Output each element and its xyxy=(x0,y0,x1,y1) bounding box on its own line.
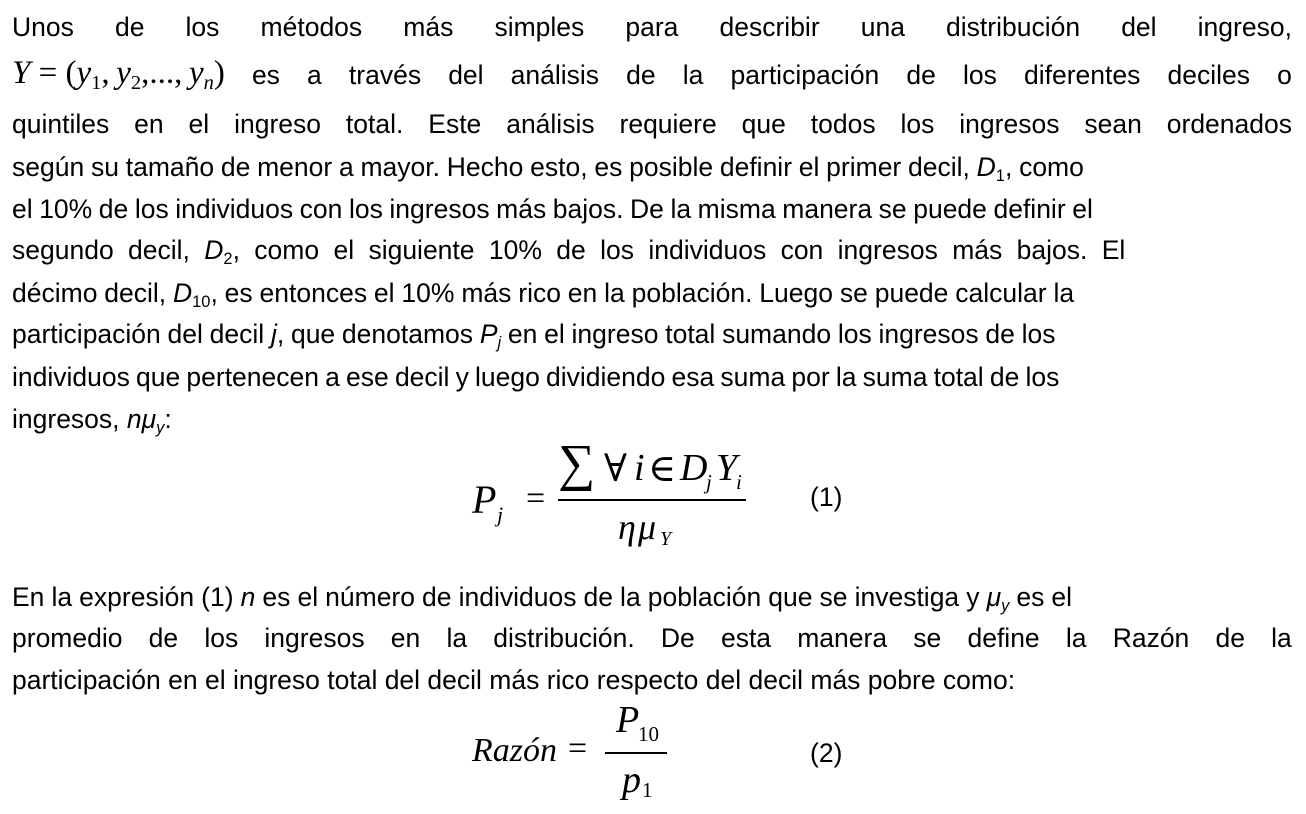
var-D10: D xyxy=(173,278,193,308)
sub-D2: 2 xyxy=(223,249,233,268)
p2l2-word: define xyxy=(967,623,1040,653)
line8-before: participación del decil xyxy=(12,319,271,349)
p1l2-word: diferentes xyxy=(1024,60,1141,90)
p2l2-word: la xyxy=(1065,623,1087,653)
p1l1-word: ingreso, xyxy=(1197,12,1292,42)
p2l1-mid: es el número de individuos de la población que se investiga y xyxy=(255,582,987,612)
p2l2-word: la xyxy=(1271,623,1292,653)
p1l1-word: los xyxy=(185,12,220,42)
paragraph1-line7 xyxy=(12,272,1292,314)
p2l2-word: De xyxy=(660,623,695,653)
paragraph1-line9 xyxy=(12,356,1292,398)
line4-text: según su tamaño de menor a mayor. Hecho esto, es posible definir el primer decil, xyxy=(12,152,977,182)
p1l3-word: ordenados xyxy=(1166,109,1292,139)
eq2-P: P xyxy=(616,699,640,741)
line8-after: en el ingreso total sumando los ingresos de los xyxy=(501,319,1056,349)
line8-mid: , que denotamos xyxy=(276,319,480,349)
p2l2-word: Razón xyxy=(1112,623,1190,653)
p2l3-text: participación en el ingreso total del decil más rico respecto del decil más pobre como: xyxy=(12,665,1016,695)
p2l2-word: en xyxy=(390,623,421,653)
p1l2-word: de xyxy=(906,60,936,90)
p1l3-word: el xyxy=(188,109,210,139)
p2l2-word: la xyxy=(446,623,468,653)
paragraph1-line1 xyxy=(12,6,1292,48)
sub-2: 2 xyxy=(130,72,142,95)
p1l3-word: análisis xyxy=(506,109,595,139)
eq1-element-of: ∈ xyxy=(648,448,677,490)
var-D1: D xyxy=(976,152,996,182)
p1l3-word: sean xyxy=(1084,109,1142,139)
p1l3-word: quintiles xyxy=(12,109,110,139)
sub-D10: 10 xyxy=(192,292,211,311)
p1l3-word: requiere xyxy=(619,109,717,139)
left-paren: ( xyxy=(65,55,77,91)
eq1-mu: μ xyxy=(638,507,657,547)
p1l2-word: de xyxy=(626,60,656,90)
ellipsis: ... xyxy=(149,55,175,91)
line7-before: décimo decil, xyxy=(12,278,174,308)
p1l1-word: más xyxy=(403,12,454,42)
p1l2-word: análisis xyxy=(510,60,600,90)
eq1-D-sub: j xyxy=(706,470,712,494)
eq1-mu-sub: Y xyxy=(660,528,672,550)
p1l1-word: describir xyxy=(719,12,820,42)
var-y2: y xyxy=(116,55,131,91)
p2l2-word: los xyxy=(204,623,239,653)
eq2-P-sub: 10 xyxy=(638,722,659,746)
eq1-forall: ∀ xyxy=(604,448,627,490)
line5-text: el 10% de los individuos con los ingresos más bajos. De la misma manera se puede definir el xyxy=(12,194,1093,224)
paragraph2-line2 xyxy=(12,617,1292,659)
p1l3-word: en xyxy=(134,109,164,139)
p1l2-word: del xyxy=(448,60,484,90)
p2l2-word: promedio xyxy=(12,623,123,653)
var-nmu: nμ xyxy=(126,404,157,434)
eq1-Y: Y xyxy=(716,447,738,489)
p2l2-word: esta xyxy=(720,623,772,653)
p2l2-word: de xyxy=(1215,623,1245,653)
p1l3-word: todos xyxy=(810,109,876,139)
p1l1-word: para xyxy=(625,12,679,42)
p1l2-word: través xyxy=(348,60,422,90)
paragraph2-line3 xyxy=(12,659,1292,701)
var-n: n xyxy=(240,582,256,612)
p1l2-word: o xyxy=(1277,60,1292,90)
paragraph1-line5 xyxy=(12,188,1292,230)
eq1-equals: = xyxy=(526,480,546,517)
line4-after: , como xyxy=(1004,152,1084,182)
sub-D1: 1 xyxy=(995,166,1005,185)
p1l1-word: métodos xyxy=(260,12,363,42)
eq1-D: D xyxy=(680,447,708,489)
paragraph1-line8 xyxy=(12,313,1292,355)
var-mu: μ xyxy=(986,582,1002,612)
line6-before: segundo decil, xyxy=(12,235,205,265)
sub-1: 1 xyxy=(91,72,102,95)
paragraph2-line1 xyxy=(12,576,1292,618)
var-Y: Y xyxy=(12,55,31,91)
eq1-eta: η xyxy=(618,507,636,547)
paragraph1-line2 xyxy=(12,54,1292,96)
eq2-fraction-bar xyxy=(605,752,667,754)
eq1-lhs-sub: j xyxy=(497,502,504,527)
eq1-i: i xyxy=(634,447,645,489)
eq2-number: (2) xyxy=(810,738,843,768)
p1l1-word: distribución xyxy=(946,12,1081,42)
eq1-lhs-P: P xyxy=(472,477,497,522)
var-y1: y xyxy=(76,55,92,91)
paragraph1-line3 xyxy=(12,103,1292,145)
p1l1-word: simples xyxy=(494,12,585,42)
p1l3-word: total. xyxy=(345,109,404,139)
sub-Pj: j xyxy=(497,333,502,352)
p2l1-after: es el xyxy=(1009,582,1073,612)
p1l3-word: Este xyxy=(428,109,482,139)
eq1-Y-sub: i xyxy=(736,470,742,494)
equals-sign: = xyxy=(30,55,66,91)
var-j: j xyxy=(270,319,277,349)
p1l2-word: es xyxy=(251,60,280,90)
eq2-p: p xyxy=(622,759,641,801)
p2l2-word: de xyxy=(148,623,179,653)
eq2-equals: = xyxy=(568,730,588,767)
var-Pj: P xyxy=(479,319,498,349)
p1l2-word: deciles xyxy=(1167,60,1250,90)
var-D2: D xyxy=(204,235,224,265)
line9-text: individuos que pertenecen a ese decil y luego dividiendo esa suma por la suma total de los xyxy=(12,362,1060,392)
line7-after: , es entonces el 10% más rico en la población. Luego se puede calcular la xyxy=(210,278,1075,308)
eq2-lhs-razon: Razón xyxy=(472,732,557,769)
p2l2-word: ingresos xyxy=(264,623,365,653)
p2l2-word: se xyxy=(913,623,942,653)
p1l1-word: de xyxy=(114,12,145,42)
var-yn: y xyxy=(188,55,204,91)
paragraph1-line10 xyxy=(12,398,1292,440)
line6-after: , como el siguiente 10% de los individuos con ingresos más bajos. El xyxy=(232,235,1126,265)
p1l3-word: que xyxy=(741,109,786,139)
eq1-number: (1) xyxy=(810,482,843,512)
p1l3-word: ingresos xyxy=(959,109,1060,139)
sub-nmu: y xyxy=(156,418,165,437)
p1l3-word: ingreso xyxy=(234,109,321,139)
eq1-sum-symbol: ∑ xyxy=(558,435,596,492)
p1l2-word: los xyxy=(963,60,997,90)
paragraph1-line4 xyxy=(12,146,1292,188)
line10-before: ingresos, xyxy=(12,404,127,434)
p1l1-word: una xyxy=(860,12,905,42)
sub-mu: y xyxy=(1001,596,1010,615)
p1l2-word: a xyxy=(307,60,322,90)
p1l2-word: participación xyxy=(730,60,880,90)
p1l1-word: Unos xyxy=(12,12,74,42)
eq1-fraction-bar xyxy=(558,499,746,501)
eq2-p-sub: 1 xyxy=(642,778,653,802)
p1l1-word: del xyxy=(1121,12,1157,42)
line10-after: : xyxy=(164,404,172,434)
p2l1-before: En la expresión (1) xyxy=(12,582,241,612)
sub-n: n xyxy=(203,72,214,95)
p1l2-word: la xyxy=(682,60,704,90)
right-paren: ) xyxy=(213,55,225,91)
inline-vector-y: Y = (y1, y2,..., yn) xyxy=(12,55,225,95)
p2l2-word: manera xyxy=(797,623,888,653)
paragraph1-line6 xyxy=(12,229,1292,271)
p1l3-word: los xyxy=(900,109,935,139)
p2l2-word: distribución. xyxy=(493,623,635,653)
